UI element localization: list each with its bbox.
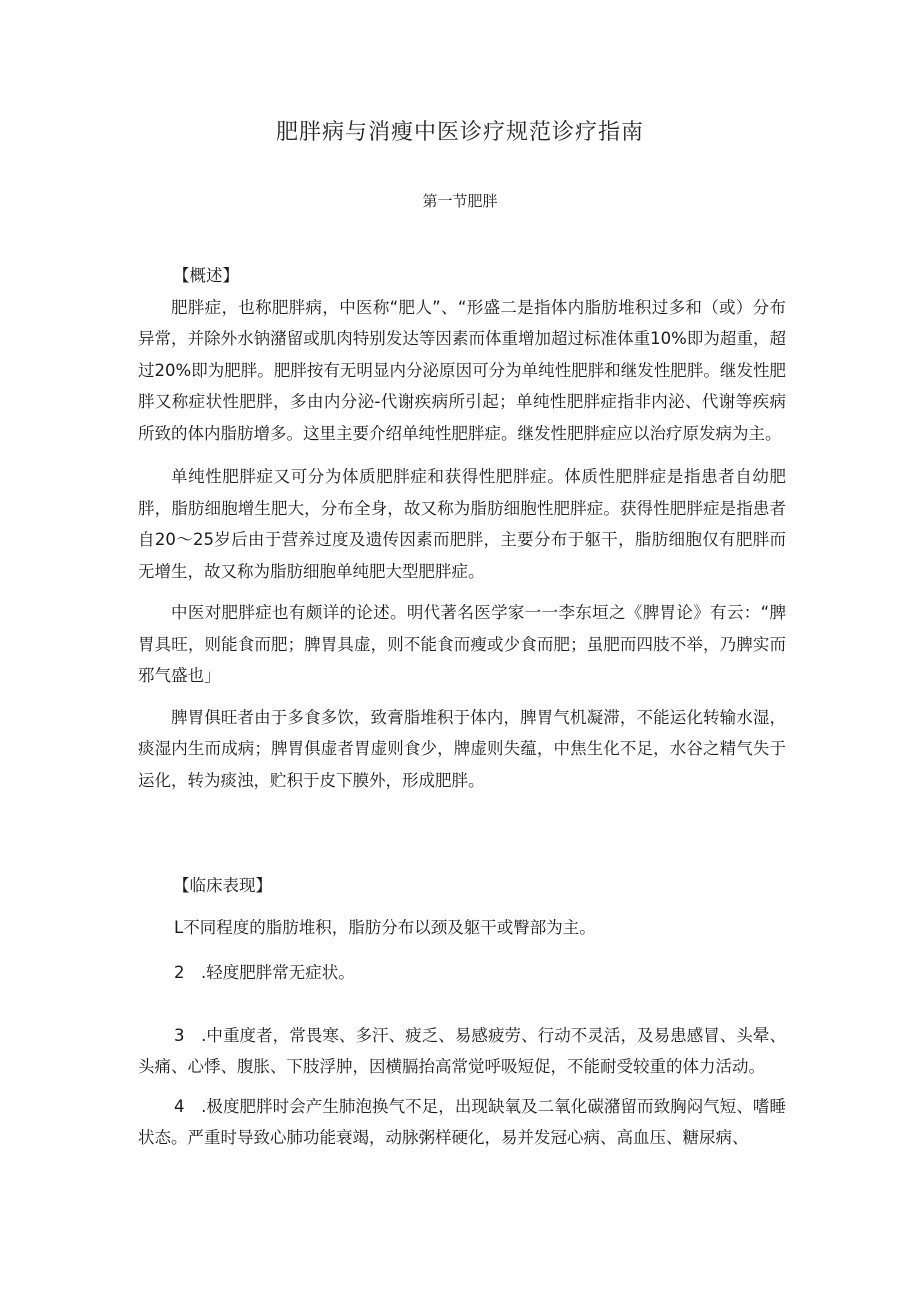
clinical-item-3: 3 .中重度者，常畏寒、多汗、疲乏、易感疲劳、行动不灵活，及易患感冒、头晕、头痛、心悸、腹胀、下肢浮肿，因横膈抬高常觉呼吸短促，不能耐受较重的体力活动。	[138, 1025, 786, 1076]
overview-section	[138, 260, 786, 796]
clinical-section	[138, 870, 786, 1154]
document-title: 肥胖病与消瘦中医诊疗规范诊疗指南	[275, 120, 644, 145]
clinical-item-4: 4 .极度肥胖时会产生肺泡换气不足，出现缺氧及二氧化碳潴留而致胸闷气短、嗜睡状态。严重时导致心肺功能衰竭，动脉粥样硬化，易并发冠心病、高血压、糖尿病、	[138, 1096, 786, 1147]
clinical-heading: 【临床表现】	[173, 876, 272, 895]
clinical-item-1: L不同程度的脂肪堆积，脂肪分布以颈及躯干或臀部为主。	[174, 917, 596, 937]
section-title: 第一节肥胖	[422, 192, 498, 210]
overview-paragraph-2: 单纯性肥胖症又可分为体质肥胖症和获得性肥胖症。体质性肥胖症是指患者自幼肥胖，脂肪细胞增生肥大，分布全身，故又称为脂肪细胞性肥胖症。获得性肥胖症是指患者自20～25岁后由于营养过度及遗传因素而肥胖，主要分布于躯干，脂肪细胞仅有肥胖而无增生，故又称为脂肪细胞单纯肥大型肥胖症。	[138, 467, 786, 581]
clinical-item-2: 2 .轻度肥胖常无症状。	[174, 963, 355, 982]
overview-paragraph-3: 中医对肥胖症也有颇详的论述。明代著名医学家一一李东垣之《脾胃论》有云：“脾胃具旺，则能食而肥；脾胃具虚，则不能食而瘦或少食而肥；虽肥而四肢不举，乃脾实而邪气盛也」	[138, 603, 786, 685]
overview-paragraph-4: 脾胃俱旺者由于多食多饮，致膏脂堆积于体内，脾胃气机凝滞，不能运化转输水湿，痰湿内生而成病；脾胃俱虚者胃虚则食少，牌虚则失蕴，中焦生化不足，水谷之精气失于运化，转为痰浊，贮积于皮下膜外，形成肥胖。	[138, 707, 786, 790]
overview-paragraph-1: 肥胖症，也称肥胖病，中医称“肥人”、“形盛二是指体内脂肪堆积过多和（或）分布异常，并除外水钠潴留或肌肉特别发达等因素而体重增加超过标准体重10%即为超重，超过20%即为肥胖。肥胖按有无明显内分泌原因可分为单纯性肥胖和继发性肥胖。继发性肥胖又称症状性肥胖，多由内分泌-代谢疾病所引起；单纯性肥胖症指非内泌、代谢等疾病所致的体内脂肪增多。这里主要介绍单纯性肥胖症。继发性肥胖症应以治疗原发病为主。	[138, 297, 786, 443]
overview-heading: 【概述】	[173, 266, 239, 285]
